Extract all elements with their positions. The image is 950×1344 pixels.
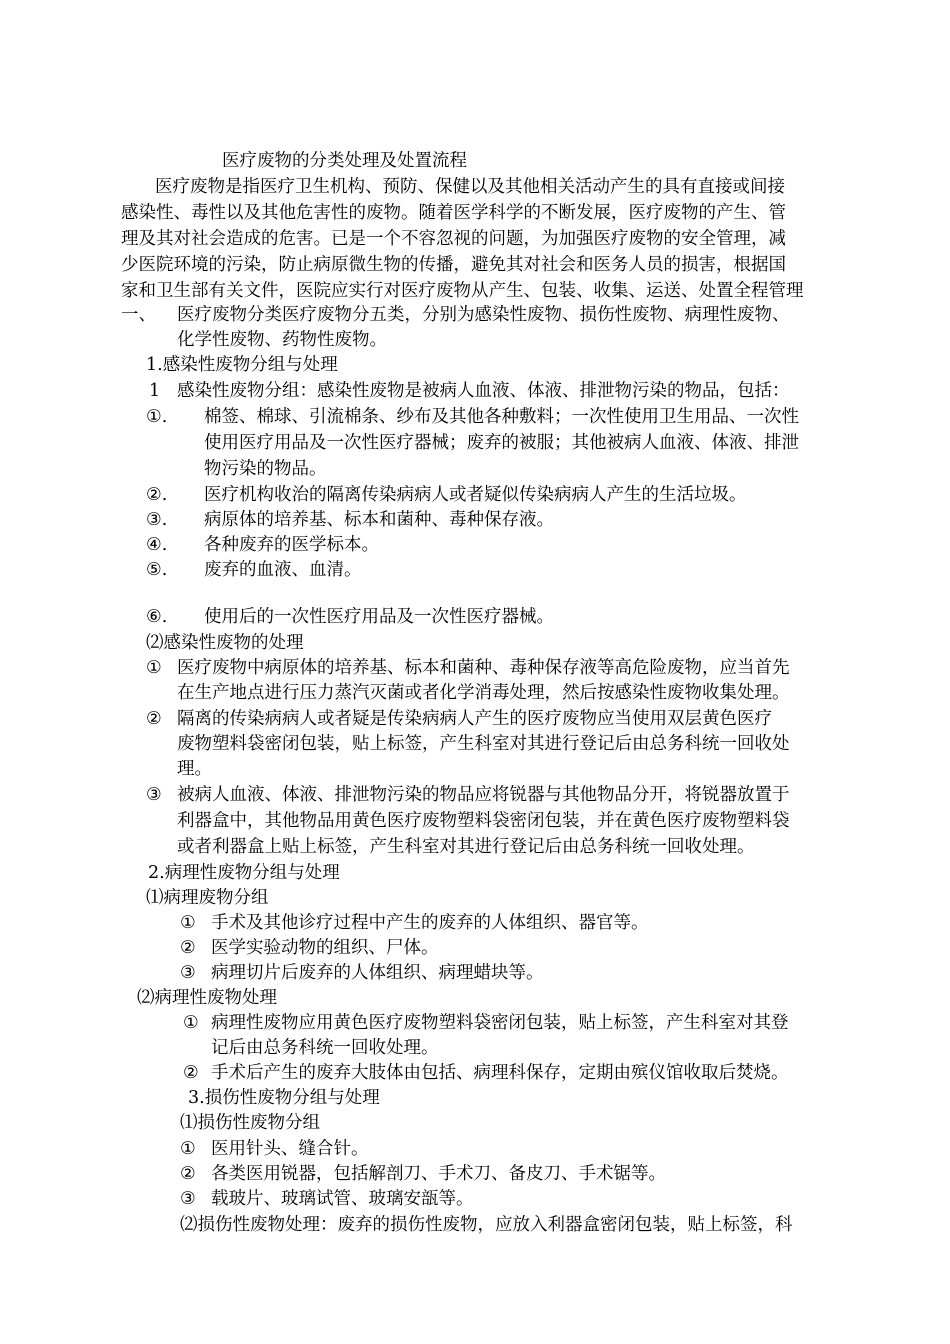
intro-line: 少医院环境的污染，防止病原微生物的传播，避免其对社会和医务人员的损害，根据国 xyxy=(121,255,786,275)
intro-line: 家和卫生部有关文件，医院应实行对医疗废物从产生、包装、收集、运送、处置全程管理 xyxy=(121,281,804,301)
subsection-title: 1.感染性废物分组与处理 xyxy=(146,355,338,375)
list-item-number: ④. xyxy=(146,535,168,555)
list-item-number: ② xyxy=(183,1063,199,1083)
intro-line: 感染性、毒性以及其他危害性的废物。随着医学科学的不断发展，医疗废物的产生、管 xyxy=(121,203,786,223)
section-number: 一、 xyxy=(121,305,156,325)
list-item-text: 病原体的培养基、标本和菌种、毒种保存液。 xyxy=(204,510,554,530)
list-item-text: 或者利器盒上贴上标签，产生科室对其进行登记后由总务科统一回收处理。 xyxy=(177,837,755,857)
list-item-text: 利器盒中，其他物品用黄色医疗废物塑料袋密闭包装，并在黄色医疗废物塑料袋 xyxy=(177,811,790,831)
intro-line: 医疗废物是指医疗卫生机构、预防、保健以及其他相关活动产生的具有直接或间接 xyxy=(155,177,785,197)
section-text: 化学性废物、药物性废物。 xyxy=(177,330,387,350)
list-item-number: ③ xyxy=(180,1189,196,1209)
subsection-heading: ⑴损伤性废物分组 xyxy=(180,1113,320,1133)
document-title: 医疗废物的分类处理及处置流程 xyxy=(222,151,467,171)
list-item-text: 使用医疗用品及一次性医疗器械；废弃的被服；其他被病人血液、体液、排泄 xyxy=(204,433,799,453)
subsection-heading: ⑵感染性废物的处理 xyxy=(146,633,304,653)
subsection-heading: ⑴病理废物分组 xyxy=(146,888,269,908)
list-item-number: ② xyxy=(180,938,196,958)
item-number: 1 xyxy=(149,381,161,401)
list-item-number: ③. xyxy=(146,510,168,530)
subsection-title: 3.损伤性废物分组与处理 xyxy=(188,1088,380,1108)
list-item-number: ① xyxy=(180,1139,196,1159)
list-item-number: ③ xyxy=(180,963,196,983)
paragraph-line: ⑵损伤性废物处理：废弃的损伤性废物，应放入利器盒密闭包装，贴上标签，科 xyxy=(180,1215,793,1235)
list-item-text: 病理性废物应用黄色医疗废物塑料袋密闭包装，贴上标签，产生科室对其登 xyxy=(211,1013,789,1033)
list-item-number: ②. xyxy=(146,485,168,505)
section-text: 医疗废物分类医疗废物分五类，分别为感染性废物、损伤性废物、病理性废物、 xyxy=(177,305,790,325)
list-item-text: 病理切片后废弃的人体组织、病理蜡块等。 xyxy=(211,963,544,983)
intro-line: 理及其对社会造成的危害。已是一个不容忽视的问题，为加强医疗废物的安全管理，减 xyxy=(121,229,786,249)
list-item-text: 各类医用锐器，包括解剖刀、手术刀、备皮刀、手术锯等。 xyxy=(211,1164,666,1184)
list-item-number: ② xyxy=(180,1164,196,1184)
list-item-text: 医学实验动物的组织、尸体。 xyxy=(211,938,439,958)
list-item-text: 医疗机构收治的隔离传染病病人或者疑似传染病病人产生的生活垃圾。 xyxy=(204,485,747,505)
list-item-number: ⑤. xyxy=(146,560,168,580)
list-item-text: 在生产地点进行压力蒸汽灭菌或者化学消毒处理，然后按感染性废物收集处理。 xyxy=(177,683,790,703)
list-item-text: 被病人血液、体液、排泄物污染的物品应将锐器与其他物品分开，将锐器放置于 xyxy=(177,785,790,805)
list-item-number: ① xyxy=(146,658,162,678)
list-item-number: ⑥. xyxy=(146,607,168,627)
list-item-text: 隔离的传染病病人或者疑是传染病病人产生的医疗废物应当使用双层黄色医疗 xyxy=(177,709,772,729)
list-item-number: ① xyxy=(183,1013,199,1033)
list-item-text: 各种废弃的医学标本。 xyxy=(204,535,379,555)
list-item-text: 医疗废物中病原体的培养基、标本和菌种、毒种保存液等高危险废物，应当首先 xyxy=(177,658,790,678)
list-item-text: 废弃的血液、血清。 xyxy=(204,560,362,580)
list-item-number: ① xyxy=(180,913,196,933)
list-item-text: 理。 xyxy=(177,759,212,779)
list-item-text: 医用针头、缝合针。 xyxy=(211,1139,369,1159)
list-item-number: ③ xyxy=(146,785,162,805)
list-item-number: ② xyxy=(146,709,162,729)
list-item-text: 棉签、棉球、引流棉条、纱布及其他各种敷料；一次性使用卫生用品、一次性 xyxy=(204,407,799,427)
list-item-text: 手术及其他诊疗过程中产生的废弃的人体组织、器官等。 xyxy=(211,913,649,933)
list-item-number: ①. xyxy=(146,407,168,427)
list-item-text: 记后由总务科统一回收处理。 xyxy=(211,1038,439,1058)
subsection-heading: ⑵病理性废物处理 xyxy=(137,988,277,1008)
list-item-text: 废物塑料袋密闭包装，贴上标签，产生科室对其进行登记后由总务科统一回收处 xyxy=(177,734,790,754)
list-item-text: 载玻片、玻璃试管、玻璃安瓿等。 xyxy=(211,1189,474,1209)
list-item-text: 手术后产生的废弃大肢体由包括、病理科保存，定期由殡仪馆收取后焚烧。 xyxy=(211,1063,789,1083)
list-item-text: 物污染的物品。 xyxy=(204,459,327,479)
subsection-title: 2.病理性废物分组与处理 xyxy=(148,863,340,883)
item-text: 感染性废物分组：感染性废物是被病人血液、体液、排泄物污染的物品，包括： xyxy=(177,381,790,401)
list-item-text: 使用后的一次性医疗用品及一次性医疗器械。 xyxy=(204,607,554,627)
